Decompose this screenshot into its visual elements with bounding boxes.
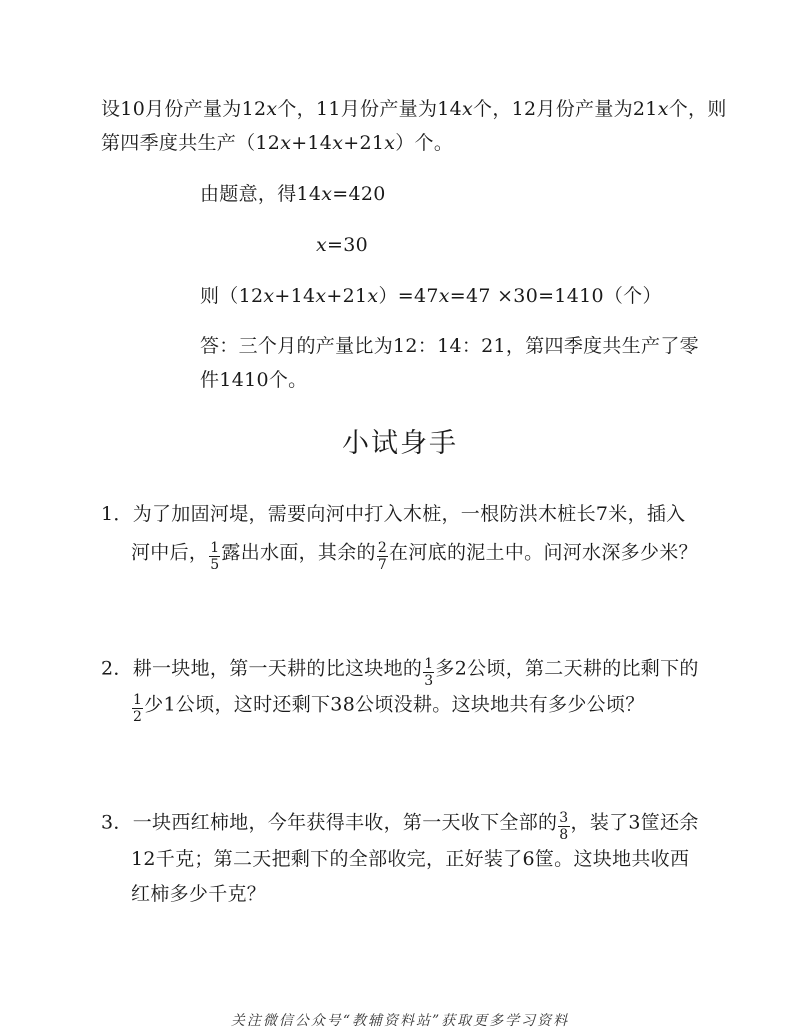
problem-2-line-1: 2．耕一块地，第一天耕的比这块地的 $\frac{1}{3}$ 多2公顷，第二天耕的比剩下的 — [101, 656, 699, 689]
solution-line-2: 第四季度共生产（12x+14x+21x）个。 — [101, 132, 454, 154]
fraction-three-eighths: $\frac{3}{8}$ — [559, 810, 569, 843]
fraction-two-sevenths: $\frac{2}{7}$ — [377, 540, 388, 573]
solution-equation-2: x=30 — [316, 234, 369, 256]
fraction-one-third: $\frac{1}{3}$ — [424, 656, 434, 689]
solution-equation-1: 由题意，得14x=420 — [200, 183, 386, 205]
problem-2-line-2: $\frac{1}{2}$ 少1公顷，这时还剩下38公顷没耕。这块地共有多少公顷？ — [133, 692, 645, 725]
problem-3-line-2: 12千克；第二天把剩下的全部收完，正好装了6筐。这块地共收西 — [131, 848, 690, 870]
solution-answer-line-2: 件1410个。 — [200, 369, 308, 391]
solution-answer-line-1: 答：三个月的产量比为12：14：21，第四季度共生产了零 — [200, 335, 699, 357]
section-title: 小试身手 — [342, 428, 458, 459]
problem-1-line-1: 1．为了加固河堤，需要向河中打入木桩，一根防洪木桩长7米，插入 — [101, 503, 686, 525]
problem-3-line-3: 红柿多少千克？ — [131, 883, 267, 905]
problem-3-line-1: 3．一块西红柿地，今年获得丰收，第一天收下全部的 $\frac{3}{8}$ ，装了3筐还余 — [101, 810, 699, 843]
solution-equation-3: 则（12x+14x+21x）=47x=47 ×30=1410（个） — [200, 285, 662, 307]
solution-line-1: 设10月份产量为12x个，11月份产量为14x个，12月份产量为21x个，则 — [101, 98, 727, 120]
problem-1-line-2: 河中后， $\frac{1}{5}$ 露出水面，其余的 $\frac{2}{7}$ 在河底的泥土中。问河水深多少米？ — [131, 540, 698, 573]
footer-notice: 关注微信公众号“教辅资料站”获取更多学习资料 — [230, 1013, 570, 1029]
fraction-one-fifth: $\frac{1}{5}$ — [210, 540, 220, 573]
fraction-one-half: $\frac{1}{2}$ — [133, 692, 143, 725]
